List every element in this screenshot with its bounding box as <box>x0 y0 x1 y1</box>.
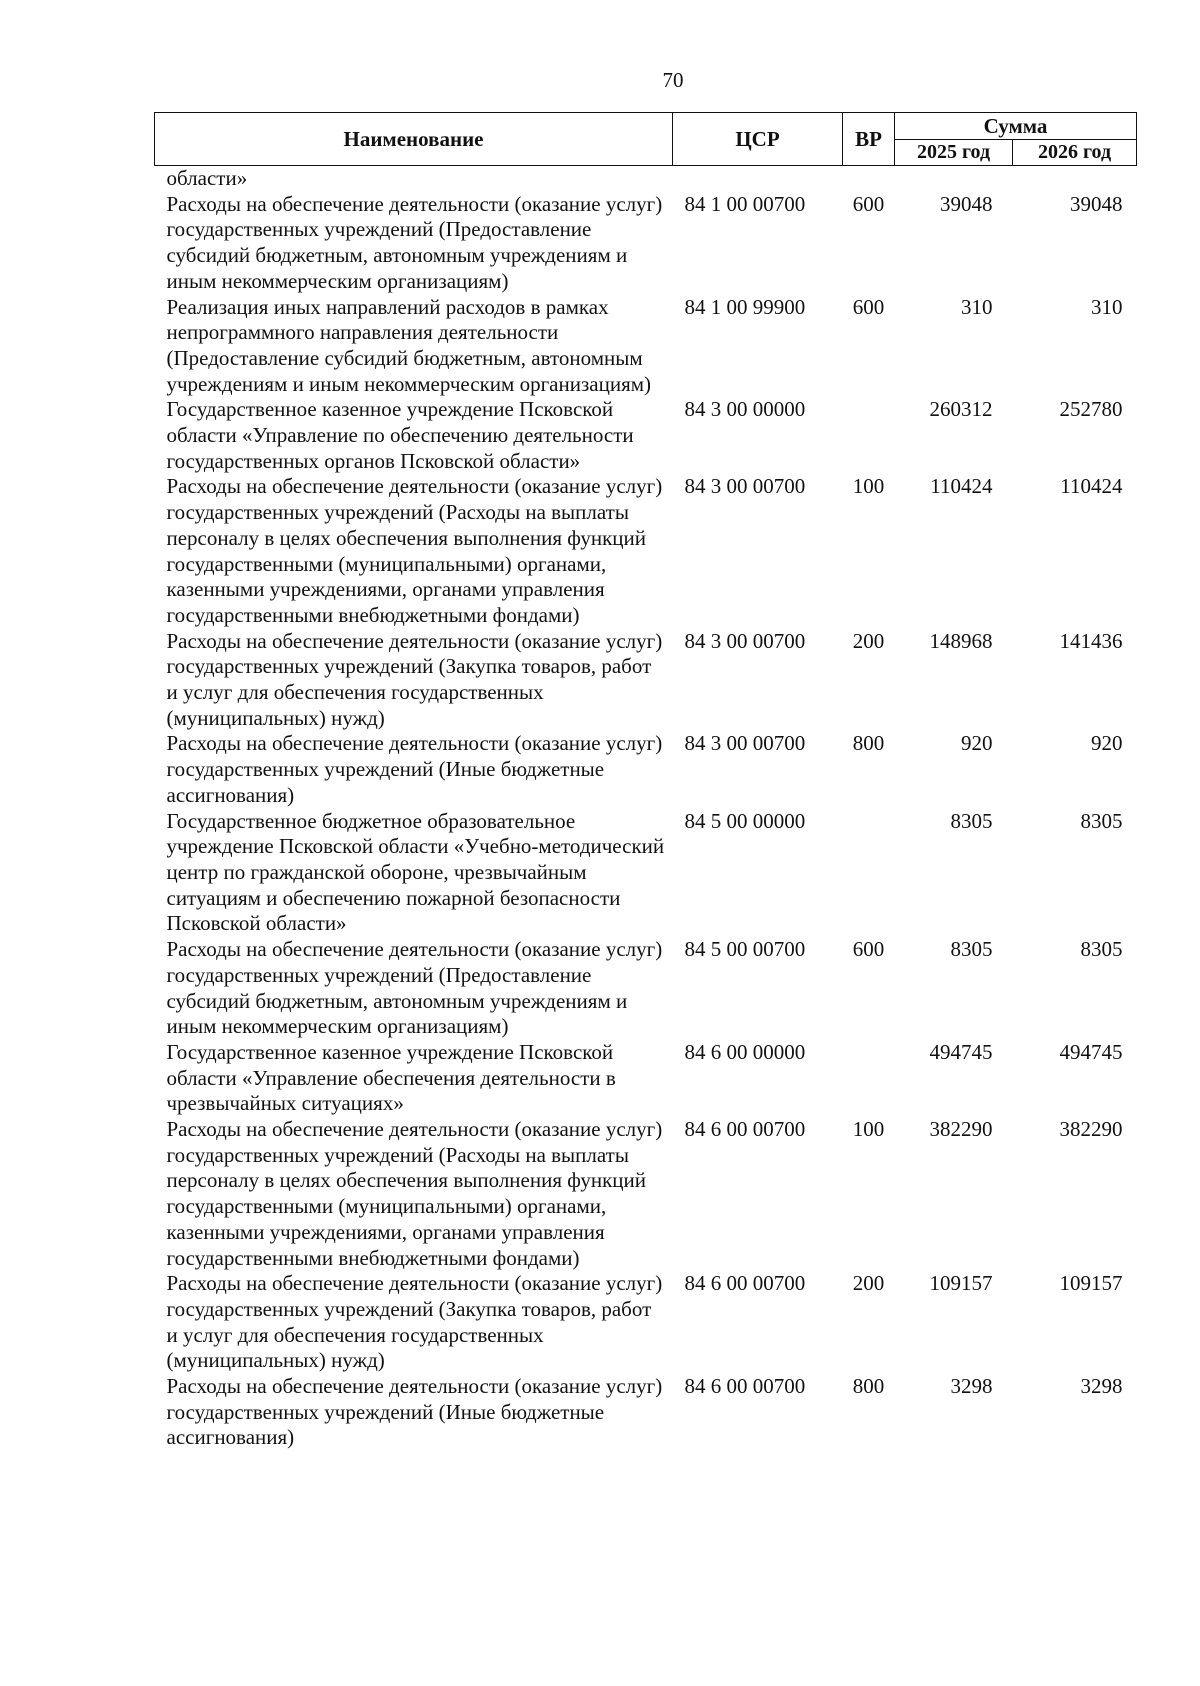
row-amount-2026: 310 <box>1091 294 1123 319</box>
row-amount-2026: 382290 <box>1059 1117 1123 1142</box>
table-row <box>155 295 1137 398</box>
row-vr: 600 <box>852 294 885 319</box>
row-name: Расходы на обеспечение деятельности (оказание услуг) государственных учреждений (Иные бюджетные ассигнования) <box>166 1374 663 1450</box>
budget-table <box>154 112 1137 1451</box>
row-amount-2026: 141436 <box>1059 628 1123 653</box>
header-csr: ЦСР <box>673 113 843 166</box>
row-amount-2025: 382290 <box>929 1117 993 1142</box>
row-name: Реализация иных направлений расходов в рамках непрограммного направления деятельности (Предоставление субсидий бюджетным, автономным учреждениям и иным некоммерческим организациям) <box>166 294 652 396</box>
row-vr <box>843 166 895 192</box>
row-amount-2025: 260312 <box>929 397 993 422</box>
row-amount-2025: 310 <box>961 294 993 319</box>
table-body <box>155 166 1137 1452</box>
table-row <box>155 1040 1137 1117</box>
row-amount-2026 <box>1013 166 1137 192</box>
row-amount-2026: 8305 <box>1080 808 1123 833</box>
row-vr <box>843 397 895 474</box>
row-name: Государственное казенное учреждение Псковской области «Управление по обеспечению деятельности государственных органов Псковской области» <box>166 397 634 473</box>
row-vr: 600 <box>852 191 885 216</box>
row-vr: 800 <box>852 731 885 756</box>
row-csr: 84 3 00 00700 <box>684 628 806 653</box>
row-csr: 84 6 00 00700 <box>684 1374 806 1399</box>
row-name: Государственное казенное учреждение Псковской области «Управление обеспечения деятельности в чрезвычайных ситуациях» <box>166 1039 616 1116</box>
row-amount-2025: 109157 <box>929 1271 993 1296</box>
table-row <box>155 397 1137 474</box>
row-amount-2026: 109157 <box>1059 1271 1123 1296</box>
row-vr <box>843 1040 895 1117</box>
header-sum: Сумма <box>895 113 1137 140</box>
table-row <box>155 809 1137 938</box>
table-row <box>155 1117 1137 1271</box>
row-vr: 100 <box>852 1117 885 1142</box>
row-amount-2025: 3298 <box>950 1374 993 1399</box>
row-vr: 600 <box>852 937 885 962</box>
row-amount-2025: 148968 <box>929 628 993 653</box>
row-amount-2026: 252780 <box>1059 397 1123 422</box>
row-name: Расходы на обеспечение деятельности (оказание услуг) государственных учреждений (Иные бюджетные ассигнования) <box>166 731 663 807</box>
row-csr: 84 6 00 00000 <box>684 1039 806 1064</box>
table-header <box>155 113 1137 166</box>
row-csr <box>673 166 843 192</box>
row-amount-2026: 8305 <box>1080 937 1123 962</box>
table-row <box>155 629 1137 732</box>
row-vr <box>843 809 895 938</box>
row-vr: 100 <box>852 474 885 499</box>
row-csr: 84 3 00 00700 <box>684 731 806 756</box>
header-vr: ВР <box>843 113 895 166</box>
row-name: Государственное бюджетное образовательное учреждение Псковской области «Учебно-методический центр по гражданской обороне, чрезвычайным ситуациям и обеспечению пожарной безопасности Псковской области» <box>166 808 665 936</box>
row-name: Расходы на обеспечение деятельности (оказание услуг) государственных учреждений (Расходы на выплаты персоналу в целях обеспечения выполнения функций государственными (муниципальными) органами, казенными учреждениями, органами управления государственными внебюджетными фондами) <box>166 474 663 627</box>
table-row <box>155 731 1137 808</box>
page-number: 70 <box>662 68 684 92</box>
table-row <box>155 474 1137 628</box>
row-name: области» <box>166 166 248 190</box>
row-csr: 84 5 00 00700 <box>684 937 806 962</box>
header-year-2025: 2025 год <box>895 139 1013 166</box>
row-csr: 84 5 00 00000 <box>684 808 806 833</box>
row-vr: 200 <box>852 628 885 653</box>
table-row <box>155 1374 1137 1451</box>
table-row <box>155 166 1137 192</box>
row-vr: 800 <box>852 1374 885 1399</box>
row-amount-2026: 920 <box>1091 731 1123 756</box>
row-amount-2025 <box>895 166 1013 192</box>
row-amount-2026: 39048 <box>1070 191 1123 216</box>
header-year-2026: 2026 год <box>1013 139 1137 166</box>
row-amount-2025: 494745 <box>929 1039 993 1064</box>
row-csr: 84 3 00 00000 <box>684 397 806 422</box>
row-name: Расходы на обеспечение деятельности (оказание услуг) государственных учреждений (Предоставление субсидий бюджетным, автономным учреждениям и иным некоммерческим организациям) <box>166 937 663 1039</box>
row-amount-2025: 920 <box>961 731 993 756</box>
row-csr: 84 6 00 00700 <box>684 1117 806 1142</box>
row-name: Расходы на обеспечение деятельности (оказание услуг) государственных учреждений (Предоставление субсидий бюджетным, автономным учреждениям и иным некоммерческим организациям) <box>166 191 663 293</box>
row-name: Расходы на обеспечение деятельности (оказание услуг) государственных учреждений (Закупка товаров, работ и услуг для обеспечения государственных (муниципальных) нужд) <box>166 628 663 730</box>
header-name: Наименование <box>155 113 673 166</box>
row-amount-2026: 494745 <box>1059 1039 1123 1064</box>
row-csr: 84 1 00 99900 <box>684 294 806 319</box>
row-amount-2025: 8305 <box>950 808 993 833</box>
row-amount-2025: 8305 <box>950 937 993 962</box>
row-csr: 84 3 00 00700 <box>684 474 806 499</box>
row-amount-2025: 110424 <box>930 474 993 499</box>
row-vr: 200 <box>852 1271 885 1296</box>
table-row <box>155 1271 1137 1374</box>
row-amount-2026: 110424 <box>1060 474 1123 499</box>
row-name: Расходы на обеспечение деятельности (оказание услуг) государственных учреждений (Расходы на выплаты персоналу в целях обеспечения выполнения функций государственными (муниципальными) органами, казенными учреждениями, органами управления государственными внебюджетными фондами) <box>166 1117 663 1270</box>
row-amount-2025: 39048 <box>940 191 993 216</box>
row-csr: 84 6 00 00700 <box>684 1271 806 1296</box>
table-row <box>155 192 1137 295</box>
row-amount-2026: 3298 <box>1080 1374 1123 1399</box>
table-row <box>155 937 1137 1040</box>
row-name: Расходы на обеспечение деятельности (оказание услуг) государственных учреждений (Закупка товаров, работ и услуг для обеспечения государственных (муниципальных) нужд) <box>166 1271 663 1373</box>
row-csr: 84 1 00 00700 <box>684 191 806 216</box>
